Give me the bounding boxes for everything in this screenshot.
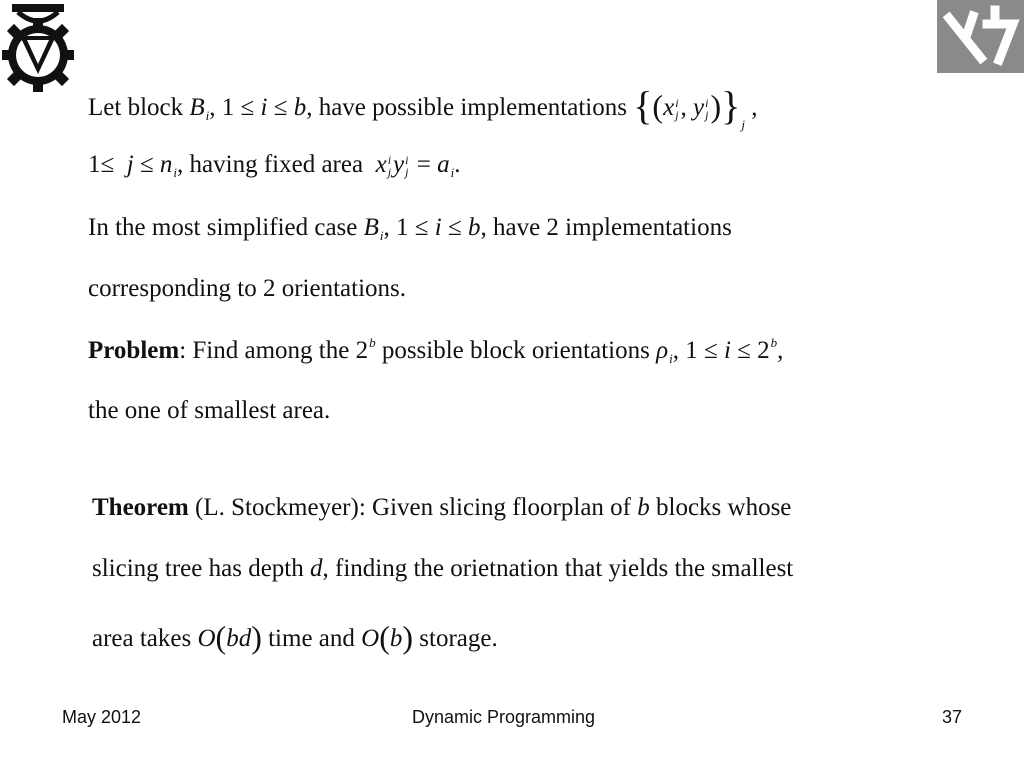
math-op: ≤ xyxy=(139,151,154,178)
text: In the most simplified case xyxy=(88,214,358,241)
math-sup: i xyxy=(675,96,679,111)
math-op: ≤ xyxy=(100,151,115,178)
math-sub: i xyxy=(173,165,178,180)
math-op: ≤ xyxy=(234,94,261,121)
math-sup: b xyxy=(369,335,376,350)
technion-gear-logo-icon xyxy=(0,0,76,94)
theorem-label: Theorem xyxy=(92,494,189,521)
math-sub: i xyxy=(205,108,210,123)
math-text: 1 xyxy=(88,151,101,178)
math-sup: i xyxy=(705,96,709,111)
text: (L. Stockmeyer): Given slicing floorplan of xyxy=(188,494,638,521)
footer-page-number: 37 xyxy=(942,707,963,727)
text: , having fixed area xyxy=(177,151,364,178)
text: . xyxy=(454,151,461,178)
math-var: b xyxy=(637,494,650,521)
slide-line-2 xyxy=(88,151,460,179)
slide-line-4: corresponding to 2 orientations. xyxy=(88,275,406,302)
math-text: , 1 xyxy=(383,214,409,241)
text: : Find among the xyxy=(179,337,350,364)
math-sup: b xyxy=(770,335,778,350)
math-var: B xyxy=(189,94,205,121)
math-var: n xyxy=(159,151,173,178)
text: storage. xyxy=(413,625,498,652)
math-var: j xyxy=(126,151,134,178)
math-sub: j xyxy=(387,165,392,180)
text: , have possible implementations xyxy=(306,94,627,121)
math-sub: j xyxy=(405,165,409,180)
math-var: b xyxy=(389,625,403,652)
math-var: ρ xyxy=(656,337,669,364)
math-var: i xyxy=(260,94,268,121)
slide-line-3 xyxy=(88,214,732,242)
theorem-line-2 xyxy=(92,555,793,583)
math-var: i xyxy=(723,337,731,364)
theorem-line-3: area takes O(bd) time and O(b) storage. xyxy=(92,619,498,655)
math-sub: j xyxy=(741,117,745,132)
math-sub: i xyxy=(450,165,455,180)
math-sub: j xyxy=(675,108,679,123)
text: , finding the orietnation that yields the smallest xyxy=(322,555,794,582)
math-sub: i xyxy=(669,351,673,366)
text: , have 2 implementations xyxy=(480,214,732,241)
math-sup: i xyxy=(405,153,409,168)
text: slicing tree has depth xyxy=(92,555,310,582)
math-var: O xyxy=(197,625,216,652)
math-op: ≤ xyxy=(408,214,435,241)
math-op: = xyxy=(410,151,438,178)
math-text: 2 xyxy=(355,337,369,364)
math-var: y xyxy=(393,151,405,178)
math-sub: i xyxy=(379,228,384,243)
math-sup: i xyxy=(387,153,392,168)
text: area takes xyxy=(92,625,198,652)
math-op: ≤ 2 xyxy=(730,337,770,364)
math-text: , 1 xyxy=(672,337,698,364)
math-var: bd xyxy=(226,625,252,652)
math-var: b xyxy=(467,214,481,241)
footer-date: May 2012 xyxy=(62,707,142,727)
text: blocks whose xyxy=(649,494,792,521)
math-var: b xyxy=(293,94,307,121)
footer-title: Dynamic Programming xyxy=(412,707,596,727)
text: Let block xyxy=(88,94,184,121)
math-var: d xyxy=(310,555,323,582)
text: , xyxy=(777,337,784,364)
math-var: O xyxy=(361,625,380,652)
math-var: a xyxy=(437,151,450,178)
math-sub: j xyxy=(705,108,709,123)
math-var: x xyxy=(375,151,387,178)
slide-line-6: the one of smallest area. xyxy=(88,397,331,424)
text: time and xyxy=(261,625,362,652)
slide-line-1: Let block $B_i$, 1 ≤ i ≤ b, have possible implementations {(x i j , y i j )}$_j$ , xyxy=(88,83,758,132)
text: , xyxy=(744,94,758,121)
math-var: y xyxy=(693,94,705,121)
math-text: , xyxy=(680,94,694,121)
math-op: ≤ xyxy=(697,337,724,364)
slide-line-5 xyxy=(88,337,783,365)
problem-label: Problem xyxy=(88,337,180,364)
math-var: i xyxy=(434,214,442,241)
math-var: x xyxy=(663,94,675,121)
hebrew-letters-logo-icon xyxy=(937,0,1024,73)
math-var: B xyxy=(363,214,379,241)
math-text: , 1 xyxy=(209,94,235,121)
text: possible block orientations xyxy=(381,337,650,364)
theorem-line-1 xyxy=(92,494,791,522)
math-op: ≤ xyxy=(441,214,468,241)
math-op: ≤ xyxy=(267,94,294,121)
